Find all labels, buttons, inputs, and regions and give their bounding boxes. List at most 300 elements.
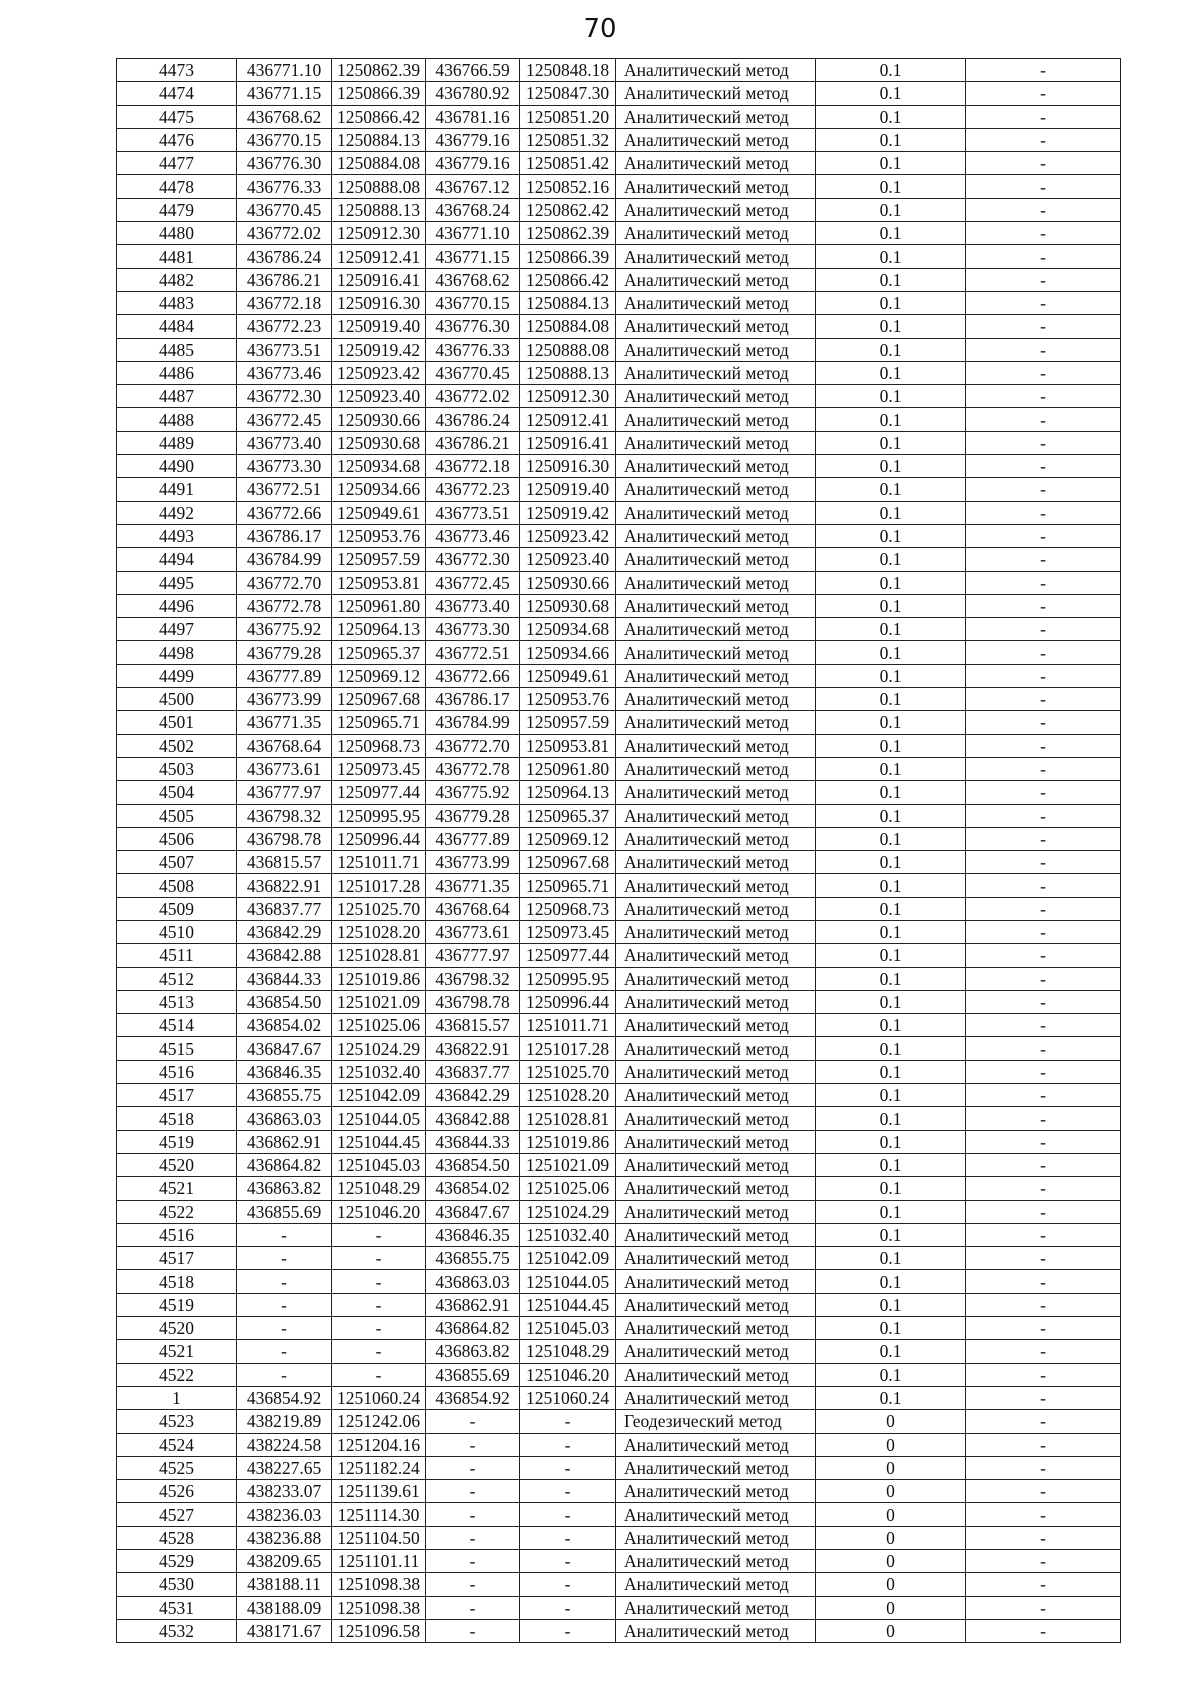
accuracy-cell: 0.1 [816,571,966,594]
method-cell: Аналитический метод [616,967,816,990]
existing-y-cell: - [332,1247,426,1270]
new-x-cell: 436780.92 [426,82,520,105]
existing-y-cell: 1250968.73 [332,734,426,757]
new-y-cell: - [520,1596,616,1619]
point-number-cell: 4487 [117,385,237,408]
existing-x-cell: - [237,1340,332,1363]
point-number-cell: 4484 [117,315,237,338]
table-row [117,82,1121,105]
new-y-cell: - [520,1619,616,1642]
new-x-cell: 436770.45 [426,361,520,384]
table-row [117,1130,1121,1153]
table-row [117,524,1121,547]
new-y-cell: 1251017.28 [520,1037,616,1060]
existing-x-cell: 436846.35 [237,1060,332,1083]
point-number-cell: 4526 [117,1480,237,1503]
method-cell: Аналитический метод [616,1177,816,1200]
table-row [117,641,1121,664]
existing-y-cell: - [332,1270,426,1293]
method-cell: Аналитический метод [616,1456,816,1479]
note-cell: - [966,920,1121,943]
point-number-cell: 4528 [117,1526,237,1549]
method-cell: Геодезический метод [616,1410,816,1433]
new-x-cell: 436777.97 [426,944,520,967]
point-number-cell: 4530 [117,1573,237,1596]
new-x-cell: - [426,1456,520,1479]
accuracy-cell: 0.1 [816,105,966,128]
note-cell: - [966,874,1121,897]
note-cell: - [966,804,1121,827]
existing-x-cell: 436768.62 [237,105,332,128]
accuracy-cell: 0 [816,1619,966,1642]
new-x-cell: 436771.15 [426,245,520,268]
point-number-cell: 4515 [117,1037,237,1060]
existing-y-cell: 1250967.68 [332,688,426,711]
note-cell: - [966,1060,1121,1083]
new-x-cell: 436864.82 [426,1317,520,1340]
existing-y-cell: 1251242.06 [332,1410,426,1433]
accuracy-cell: 0 [816,1573,966,1596]
new-x-cell: 436844.33 [426,1130,520,1153]
point-number-cell: 4518 [117,1107,237,1130]
point-number-cell: 4518 [117,1270,237,1293]
existing-y-cell: 1250884.08 [332,152,426,175]
table-row [117,1014,1121,1037]
existing-x-cell: 436771.35 [237,711,332,734]
note-cell: - [966,222,1121,245]
new-y-cell: - [520,1503,616,1526]
existing-y-cell: 1250973.45 [332,757,426,780]
point-number-cell: 4512 [117,967,237,990]
accuracy-cell: 0.1 [816,804,966,827]
existing-x-cell: 438188.11 [237,1573,332,1596]
existing-x-cell: 436772.66 [237,501,332,524]
existing-x-cell: 436772.45 [237,408,332,431]
accuracy-cell: 0.1 [816,851,966,874]
note-cell: - [966,361,1121,384]
point-number-cell: 4521 [117,1340,237,1363]
point-number-cell: 4492 [117,501,237,524]
method-cell: Аналитический метод [616,827,816,850]
accuracy-cell: 0 [816,1456,966,1479]
table-row [117,618,1121,641]
point-number-cell: 4494 [117,548,237,571]
table-row [117,1177,1121,1200]
existing-y-cell: 1251182.24 [332,1456,426,1479]
note-cell: - [966,59,1121,82]
accuracy-cell: 0.1 [816,361,966,384]
new-y-cell: - [520,1410,616,1433]
table-row [117,594,1121,617]
method-cell: Аналитический метод [616,618,816,641]
method-cell: Аналитический метод [616,944,816,967]
method-cell: Аналитический метод [616,664,816,687]
point-number-cell: 4520 [117,1317,237,1340]
note-cell: - [966,1503,1121,1526]
new-x-cell: 436815.57 [426,1014,520,1037]
existing-x-cell: 436776.33 [237,175,332,198]
method-cell: Аналитический метод [616,1503,816,1526]
table-row [117,897,1121,920]
accuracy-cell: 0.1 [816,781,966,804]
existing-y-cell: 1250923.40 [332,385,426,408]
point-number-cell: 4525 [117,1456,237,1479]
point-number-cell: 4519 [117,1293,237,1316]
accuracy-cell: 0.1 [816,198,966,221]
existing-y-cell: 1250916.41 [332,268,426,291]
existing-x-cell: 436770.15 [237,128,332,151]
existing-x-cell: 438236.88 [237,1526,332,1549]
existing-y-cell: 1250977.44 [332,781,426,804]
method-cell: Аналитический метод [616,734,816,757]
table-body [117,59,1121,1643]
note-cell: - [966,1130,1121,1153]
table-row [117,711,1121,734]
new-y-cell: 1251042.09 [520,1247,616,1270]
method-cell: Аналитический метод [616,1340,816,1363]
method-cell: Аналитический метод [616,1386,816,1409]
existing-x-cell: 436863.03 [237,1107,332,1130]
accuracy-cell: 0.1 [816,59,966,82]
existing-x-cell: 436855.69 [237,1200,332,1223]
method-cell: Аналитический метод [616,897,816,920]
new-y-cell: 1250919.40 [520,478,616,501]
point-number-cell: 4497 [117,618,237,641]
method-cell: Аналитический метод [616,851,816,874]
note-cell: - [966,1456,1121,1479]
existing-y-cell: 1251046.20 [332,1200,426,1223]
point-number-cell: 4531 [117,1596,237,1619]
existing-x-cell: 436786.21 [237,268,332,291]
new-y-cell: 1251046.20 [520,1363,616,1386]
existing-y-cell: 1250965.71 [332,711,426,734]
method-cell: Аналитический метод [616,1363,816,1386]
new-y-cell: 1250965.71 [520,874,616,897]
existing-x-cell: 436772.02 [237,222,332,245]
method-cell: Аналитический метод [616,1107,816,1130]
existing-x-cell: 436772.18 [237,291,332,314]
note-cell: - [966,1550,1121,1573]
existing-y-cell: 1251042.09 [332,1084,426,1107]
new-y-cell: 1250848.18 [520,59,616,82]
method-cell: Аналитический метод [616,1619,816,1642]
method-cell: Аналитический метод [616,128,816,151]
existing-x-cell: 436854.92 [237,1386,332,1409]
new-x-cell: 436773.40 [426,594,520,617]
accuracy-cell: 0.1 [816,757,966,780]
accuracy-cell: 0.1 [816,618,966,641]
existing-y-cell: 1251139.61 [332,1480,426,1503]
accuracy-cell: 0.1 [816,827,966,850]
new-x-cell: 436770.15 [426,291,520,314]
existing-x-cell: 436863.82 [237,1177,332,1200]
existing-y-cell: 1251048.29 [332,1177,426,1200]
existing-y-cell: 1250969.12 [332,664,426,687]
table-row [117,59,1121,82]
page-number: 70 [583,14,617,44]
accuracy-cell: 0.1 [816,1293,966,1316]
table-row [117,361,1121,384]
table-row [117,1084,1121,1107]
table-row [117,408,1121,431]
method-cell: Аналитический метод [616,455,816,478]
table-row [117,1293,1121,1316]
existing-x-cell: 436786.17 [237,524,332,547]
accuracy-cell: 0.1 [816,1177,966,1200]
existing-y-cell: 1251024.29 [332,1037,426,1060]
existing-y-cell: 1250888.13 [332,198,426,221]
existing-y-cell: 1250912.41 [332,245,426,268]
new-x-cell: 436772.66 [426,664,520,687]
existing-x-cell: 436855.75 [237,1084,332,1107]
accuracy-cell: 0.1 [816,897,966,920]
new-y-cell: 1250851.42 [520,152,616,175]
accuracy-cell: 0.1 [816,431,966,454]
method-cell: Аналитический метод [616,1014,816,1037]
new-x-cell: - [426,1503,520,1526]
table-row [117,478,1121,501]
method-cell: Аналитический метод [616,1037,816,1060]
note-cell: - [966,175,1121,198]
new-x-cell: 436786.24 [426,408,520,431]
point-number-cell: 4532 [117,1619,237,1642]
point-number-cell: 4505 [117,804,237,827]
new-y-cell: 1250969.12 [520,827,616,850]
table-row [117,1060,1121,1083]
existing-y-cell: 1251017.28 [332,874,426,897]
existing-y-cell: - [332,1340,426,1363]
new-y-cell: 1250847.30 [520,82,616,105]
accuracy-cell: 0.1 [816,1340,966,1363]
point-number-cell: 4523 [117,1410,237,1433]
new-x-cell: 436855.69 [426,1363,520,1386]
point-number-cell: 4489 [117,431,237,454]
point-number-cell: 4529 [117,1550,237,1573]
note-cell: - [966,1084,1121,1107]
existing-x-cell: 436775.92 [237,618,332,641]
existing-x-cell: 436773.61 [237,757,332,780]
new-y-cell: 1250953.81 [520,734,616,757]
new-y-cell: 1251021.09 [520,1153,616,1176]
new-y-cell: 1250964.13 [520,781,616,804]
table-row [117,152,1121,175]
point-number-cell: 4490 [117,455,237,478]
new-x-cell: 436768.64 [426,897,520,920]
point-number-cell: 4503 [117,757,237,780]
table-row [117,455,1121,478]
new-y-cell: 1251025.06 [520,1177,616,1200]
new-y-cell: 1250916.41 [520,431,616,454]
new-x-cell: 436773.99 [426,851,520,874]
accuracy-cell: 0.1 [816,990,966,1013]
new-y-cell: 1250967.68 [520,851,616,874]
table-row [117,1107,1121,1130]
point-number-cell: 4499 [117,664,237,687]
new-x-cell: 436779.16 [426,152,520,175]
method-cell: Аналитический метод [616,222,816,245]
note-cell: - [966,338,1121,361]
existing-y-cell: 1251044.05 [332,1107,426,1130]
new-x-cell: 436772.18 [426,455,520,478]
new-y-cell: 1251060.24 [520,1386,616,1409]
existing-y-cell: 1251104.50 [332,1526,426,1549]
new-x-cell: 436776.30 [426,315,520,338]
new-y-cell: 1250934.68 [520,618,616,641]
accuracy-cell: 0.1 [816,641,966,664]
accuracy-cell: 0 [816,1596,966,1619]
existing-x-cell: 436772.30 [237,385,332,408]
method-cell: Аналитический метод [616,59,816,82]
existing-y-cell: 1250866.39 [332,82,426,105]
existing-x-cell: 436837.77 [237,897,332,920]
method-cell: Аналитический метод [616,1293,816,1316]
table-row [117,105,1121,128]
accuracy-cell: 0.1 [816,1014,966,1037]
new-y-cell: 1251019.86 [520,1130,616,1153]
existing-x-cell: 436842.88 [237,944,332,967]
new-y-cell: - [520,1433,616,1456]
new-x-cell: 436846.35 [426,1223,520,1246]
note-cell: - [966,1596,1121,1619]
method-cell: Аналитический метод [616,1223,816,1246]
new-y-cell: 1250884.08 [520,315,616,338]
table-row [117,1200,1121,1223]
new-x-cell: 436779.28 [426,804,520,827]
point-number-cell: 4500 [117,688,237,711]
existing-x-cell: 436777.97 [237,781,332,804]
method-cell: Аналитический метод [616,1084,816,1107]
new-y-cell: 1250930.68 [520,594,616,617]
note-cell: - [966,1223,1121,1246]
table-row [117,967,1121,990]
note-cell: - [966,1153,1121,1176]
new-x-cell: 436771.10 [426,222,520,245]
existing-y-cell: 1250961.80 [332,594,426,617]
existing-y-cell: 1251011.71 [332,851,426,874]
table-row [117,1480,1121,1503]
new-y-cell: 1251044.45 [520,1293,616,1316]
new-y-cell: - [520,1526,616,1549]
table-row [117,501,1121,524]
method-cell: Аналитический метод [616,920,816,943]
existing-x-cell: 436777.89 [237,664,332,687]
new-y-cell: 1250851.20 [520,105,616,128]
note-cell: - [966,408,1121,431]
new-x-cell: 436837.77 [426,1060,520,1083]
method-cell: Аналитический метод [616,1526,816,1549]
method-cell: Аналитический метод [616,152,816,175]
accuracy-cell: 0.1 [816,291,966,314]
note-cell: - [966,1247,1121,1270]
existing-x-cell: - [237,1270,332,1293]
note-cell: - [966,734,1121,757]
note-cell: - [966,781,1121,804]
table-row [117,1363,1121,1386]
method-cell: Аналитический метод [616,1596,816,1619]
existing-x-cell: 438219.89 [237,1410,332,1433]
new-y-cell: 1250949.61 [520,664,616,687]
new-y-cell: 1250852.16 [520,175,616,198]
note-cell: - [966,944,1121,967]
note-cell: - [966,897,1121,920]
note-cell: - [966,82,1121,105]
accuracy-cell: 0 [816,1480,966,1503]
new-x-cell: 436772.45 [426,571,520,594]
note-cell: - [966,851,1121,874]
table-row [117,1386,1121,1409]
new-x-cell: 436772.70 [426,734,520,757]
accuracy-cell: 0.1 [816,222,966,245]
table-row [117,827,1121,850]
method-cell: Аналитический метод [616,431,816,454]
method-cell: Аналитический метод [616,571,816,594]
accuracy-cell: 0.1 [816,245,966,268]
new-y-cell: 1250912.30 [520,385,616,408]
note-cell: - [966,198,1121,221]
note-cell: - [966,524,1121,547]
note-cell: - [966,1107,1121,1130]
new-y-cell: 1250912.41 [520,408,616,431]
existing-x-cell: 436786.24 [237,245,332,268]
note-cell: - [966,1037,1121,1060]
point-number-cell: 4506 [117,827,237,850]
new-y-cell: 1250965.37 [520,804,616,827]
note-cell: - [966,1340,1121,1363]
point-number-cell: 4520 [117,1153,237,1176]
accuracy-cell: 0.1 [816,268,966,291]
new-y-cell: 1250930.66 [520,571,616,594]
note-cell: - [966,1293,1121,1316]
accuracy-cell: 0.1 [816,385,966,408]
point-number-cell: 4513 [117,990,237,1013]
note-cell: - [966,1177,1121,1200]
table-row [117,385,1121,408]
existing-y-cell: 1250923.42 [332,361,426,384]
new-x-cell: - [426,1573,520,1596]
point-number-cell: 4511 [117,944,237,967]
new-x-cell: - [426,1526,520,1549]
existing-x-cell: - [237,1363,332,1386]
point-number-cell: 4496 [117,594,237,617]
point-number-cell: 4481 [117,245,237,268]
method-cell: Аналитический метод [616,268,816,291]
existing-y-cell: 1250919.42 [332,338,426,361]
table-row [117,1153,1121,1176]
existing-y-cell: 1251044.45 [332,1130,426,1153]
existing-y-cell: 1250965.37 [332,641,426,664]
new-x-cell: 436773.61 [426,920,520,943]
method-cell: Аналитический метод [616,594,816,617]
point-number-cell: 4516 [117,1223,237,1246]
existing-y-cell: 1250916.30 [332,291,426,314]
accuracy-cell: 0.1 [816,1317,966,1340]
existing-y-cell: 1250884.13 [332,128,426,151]
new-x-cell: 436772.02 [426,385,520,408]
point-number-cell: 4519 [117,1130,237,1153]
point-number-cell: 4491 [117,478,237,501]
new-x-cell: 436854.92 [426,1386,520,1409]
existing-x-cell: 436854.50 [237,990,332,1013]
accuracy-cell: 0.1 [816,1270,966,1293]
table-row [117,874,1121,897]
new-y-cell: 1250961.80 [520,757,616,780]
existing-x-cell: 436773.46 [237,361,332,384]
table-row [117,781,1121,804]
new-y-cell: 1250968.73 [520,897,616,920]
note-cell: - [966,1480,1121,1503]
accuracy-cell: 0.1 [816,944,966,967]
method-cell: Аналитический метод [616,1130,816,1153]
